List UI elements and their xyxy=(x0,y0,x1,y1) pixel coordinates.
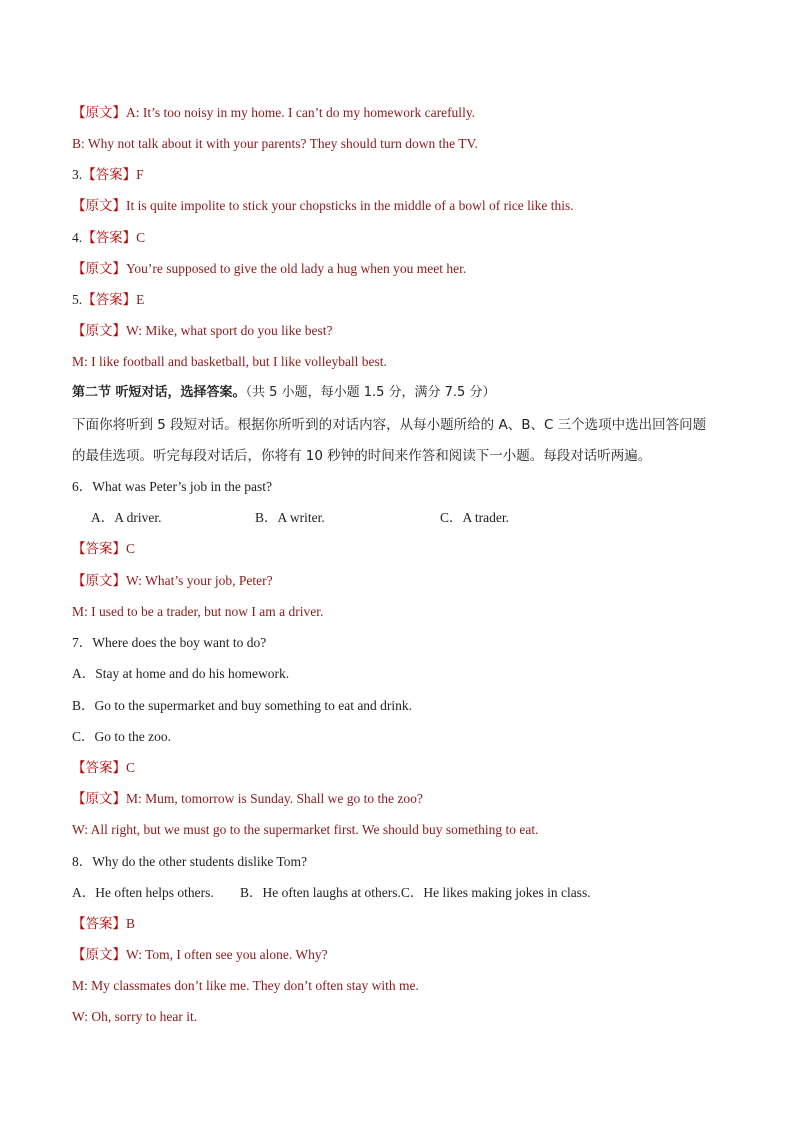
answer-value: C xyxy=(126,760,136,775)
question-6-options xyxy=(91,509,509,527)
question-7: 7．Where does the boy want to do? xyxy=(72,635,267,650)
answer-line-q7 xyxy=(72,759,135,777)
transcript-line-q7-m xyxy=(72,790,423,808)
option-a: A．A driver. xyxy=(91,510,162,525)
transcript-line-q6-m: M: I used to be a trader, but now I am a driver. xyxy=(72,604,324,619)
transcript-tag: 【原文】 xyxy=(72,573,126,588)
answer-value: E xyxy=(136,292,145,307)
answer-value: C xyxy=(126,541,136,556)
transcript-line-q5-w xyxy=(72,322,332,340)
transcript-tag: 【原文】 xyxy=(72,791,126,806)
transcript-text: W: What’s your job, Peter? xyxy=(126,573,273,588)
question-6: 6．What was Peter’s job in the past? xyxy=(72,479,272,494)
transcript-line-q8-m: M: My classmates don’t like me. They don’t often stay with me. xyxy=(72,978,419,993)
answer-tag: 【答案】 xyxy=(82,230,137,245)
answer-line-q8 xyxy=(72,915,135,933)
answer-line-q3 xyxy=(72,166,144,184)
option-b: B．A writer. xyxy=(255,510,325,525)
option-c: C．A trader. xyxy=(440,510,509,525)
option-c: C．He likes making jokes in class. xyxy=(400,885,591,900)
question-number: 5. xyxy=(72,292,83,307)
instructions-line-1: 下面你将听到 5 段短对话。根据你所听到的对话内容，从每小题所给的 A、B、C 三个选项中选出回答问题 xyxy=(72,417,707,433)
question-number: 4. xyxy=(72,230,83,245)
answer-line-q5 xyxy=(72,291,144,309)
answer-tag: 【答案】 xyxy=(82,292,137,307)
transcript-text: You’re supposed to give the old lady a hug when you meet her. xyxy=(126,261,467,276)
transcript-line-q5-m: M: I like football and basketball, but I like volleyball best. xyxy=(72,354,387,369)
question-8-options xyxy=(72,884,591,902)
transcript-line-q6-w xyxy=(72,572,273,590)
transcript-line-q3 xyxy=(72,197,574,215)
transcript-tag: 【原文】 xyxy=(72,323,126,338)
section-heading xyxy=(72,384,495,402)
question-number: 3. xyxy=(72,167,83,182)
question-7-option-a: A．Stay at home and do his homework. xyxy=(72,666,290,681)
answer-tag: 【答案】 xyxy=(72,760,126,775)
question-8: 8．Why do the other students dislike Tom? xyxy=(72,854,308,869)
answer-line-q6 xyxy=(72,540,135,558)
answer-value: F xyxy=(136,167,144,182)
question-7-option-c: C．Go to the zoo. xyxy=(72,729,171,744)
section-scoring: （共 5 小题，每小题 1.5 分，满分 7.5 分） xyxy=(245,385,496,400)
answer-tag: 【答案】 xyxy=(72,916,126,931)
transcript-line-q8-w xyxy=(72,946,328,964)
answer-line-q4 xyxy=(72,229,145,247)
transcript-text: It is quite impolite to stick your chopsticks in the middle of a bowl of rice like this. xyxy=(126,198,574,213)
answer-tag: 【答案】 xyxy=(82,167,137,182)
transcript-line-q2-b: B: Why not talk about it with your parents? They should turn down the TV. xyxy=(72,136,478,151)
section-title: 第二节 听短对话，选择答案。 xyxy=(72,385,246,400)
option-a: A．He often helps others. xyxy=(72,885,214,900)
transcript-line-q8-w2: W: Oh, sorry to hear it. xyxy=(72,1009,198,1024)
transcript-line-q2-a xyxy=(72,104,475,122)
transcript-tag: 【原文】 xyxy=(72,198,126,213)
transcript-text: W: Mike, what sport do you like best? xyxy=(126,323,333,338)
transcript-line-q4 xyxy=(72,260,466,278)
transcript-tag: 【原文】 xyxy=(72,947,126,962)
transcript-text: M: Mum, tomorrow is Sunday. Shall we go to the zoo? xyxy=(126,791,423,806)
transcript-text: A: It’s too noisy in my home. I can’t do my homework carefully. xyxy=(126,105,476,120)
transcript-tag: 【原文】 xyxy=(72,261,126,276)
option-b: B．He often laughs at others. xyxy=(240,885,401,900)
answer-value: C xyxy=(136,230,146,245)
answer-value: B xyxy=(126,916,136,931)
transcript-text: W: Tom, I often see you alone. Why? xyxy=(126,947,328,962)
transcript-tag: 【原文】 xyxy=(72,105,126,120)
transcript-line-q7-w: W: All right, but we must go to the supermarket first. We should buy something to eat. xyxy=(72,822,539,837)
question-7-option-b: B．Go to the supermarket and buy something to eat and drink. xyxy=(72,698,413,713)
answer-tag: 【答案】 xyxy=(72,541,126,556)
instructions-line-2: 的最佳选项。听完每段对话后，你将有 10 秒钟的时间来作答和阅读下一小题。每段对话听两遍。 xyxy=(72,448,652,464)
